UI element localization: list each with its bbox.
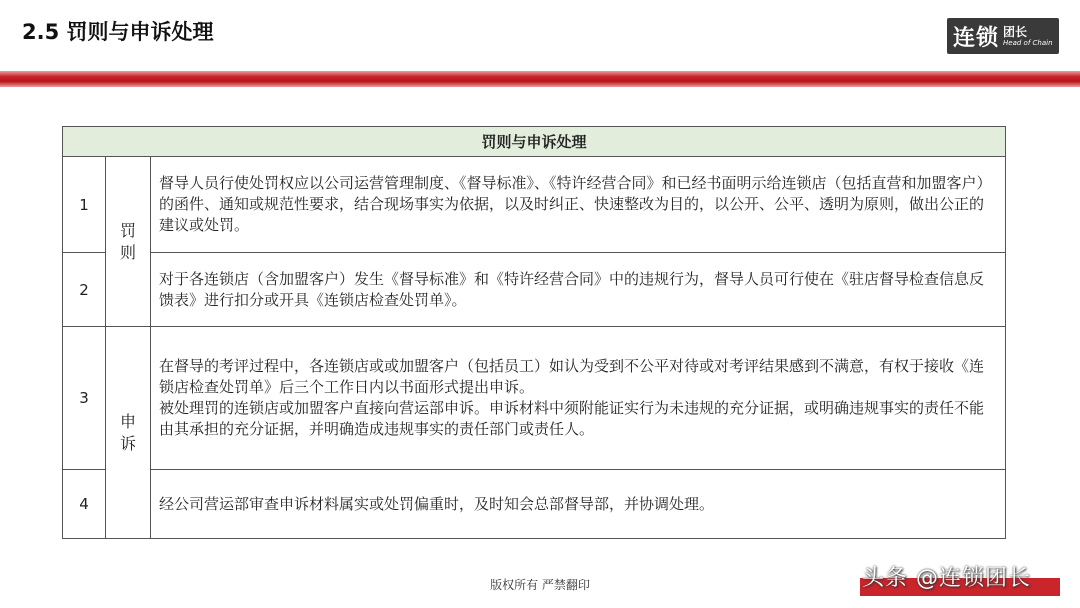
- row-text: 督导人员行使处罚权应以公司运营管理制度、《督导标准》、《特许经营合同》和已经书面明示给连锁店（包括直营和加盟客户）的函件、通知或规范性要求，结合现场事实为依据，以及时纠正、快速整改为目的，以公开、公平、透明为原则，做出公正的建议或处罚。: [151, 157, 1006, 253]
- row-text: 对于各连锁店（含加盟客户）发生《督导标准》和《特许经营合同》中的违规行为，督导人员可行使在《驻店督导检查信息反馈表》进行扣分或开具《连锁店检查处罚单》。: [151, 253, 1006, 327]
- category-appeal: [106, 327, 151, 539]
- rules-table: [62, 126, 1006, 539]
- table-row: [63, 157, 1006, 253]
- logo-side: [1003, 26, 1053, 47]
- category-label: 申诉: [119, 411, 136, 453]
- logo-side-text: 团长: [1003, 24, 1028, 39]
- brand-logo: [947, 18, 1059, 54]
- logo-sub-text: Head of Chain: [1003, 38, 1053, 47]
- category-label: 罚则: [119, 220, 136, 262]
- row-number: 2: [63, 253, 106, 327]
- logo-main-text: 连锁: [953, 25, 1000, 51]
- watermark: 头条 @连锁团长: [862, 566, 1031, 591]
- row-number: 1: [63, 157, 106, 253]
- table-row: [63, 327, 1006, 470]
- table-row: [63, 253, 1006, 327]
- row-paragraph: 在督导的考评过程中，各连锁店或或加盟客户（包括员工）如认为受到不公平对待或对考评结果感到不满意，有权于接收《连锁店检查处罚单》后三个工作日内以书面形式提出申诉。: [159, 357, 985, 396]
- category-penalty: [106, 157, 151, 327]
- copyright-footer: 版权所有 严禁翻印: [490, 578, 590, 592]
- table-header: 罚则与申诉处理: [63, 127, 1006, 157]
- row-number: 4: [63, 470, 106, 539]
- page-title: 2.5 罚则与申诉处理: [22, 20, 214, 44]
- header-red-band: [0, 71, 1080, 87]
- table-row: [63, 470, 1006, 539]
- row-paragraph: 被处理罚的连锁店或加盟客户直接向营运部申诉。申诉材料中须附能证实行为未违规的充分证据，或明确违规事实的责任不能由其承担的充分证据，并明确造成违规事实的责任部门或责任人。: [159, 399, 985, 438]
- row-text: 经公司营运部审查申诉材料属实或处罚偏重时，及时知会总部督导部，并协调处理。: [151, 470, 1006, 539]
- row-number: 3: [63, 327, 106, 470]
- row-text-multi: [151, 327, 1006, 470]
